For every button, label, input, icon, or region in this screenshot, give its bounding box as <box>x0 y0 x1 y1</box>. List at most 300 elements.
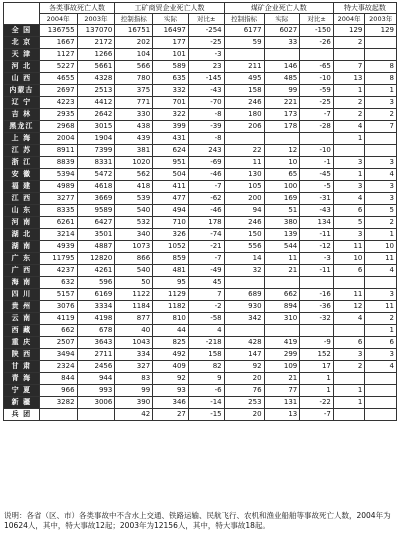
value-cell: -7 <box>300 109 334 121</box>
table-row <box>4 25 397 37</box>
value-cell: 4412 <box>77 97 115 109</box>
value-cell: 1 <box>365 229 397 241</box>
value-cell: 3015 <box>77 121 115 133</box>
value-cell: 147 <box>224 349 264 361</box>
value-cell: 173 <box>264 109 300 121</box>
value-cell: 50 <box>115 277 153 289</box>
region-cell: 重 庆 <box>4 337 40 349</box>
region-cell: 辽 宁 <box>4 97 40 109</box>
value-cell: 94 <box>224 205 264 217</box>
value-cell: 381 <box>115 145 153 157</box>
value-cell: 2 <box>365 313 397 325</box>
value-cell: 5394 <box>39 169 77 181</box>
value-cell: 14 <box>224 253 264 265</box>
value-cell: 481 <box>153 265 189 277</box>
value-cell <box>300 49 334 61</box>
value-cell <box>300 133 334 145</box>
value-cell: 10 <box>333 253 365 265</box>
value-cell: -5 <box>300 181 334 193</box>
value-cell: 4939 <box>39 241 77 253</box>
value-cell: 342 <box>224 313 264 325</box>
table-row <box>4 109 397 121</box>
value-cell: -10 <box>300 145 334 157</box>
value-cell: 152 <box>300 349 334 361</box>
value-cell: -25 <box>188 37 224 49</box>
value-cell <box>264 49 300 61</box>
table-row <box>4 85 397 97</box>
column-header: 2004年 <box>39 14 77 25</box>
value-cell: 1127 <box>39 49 77 61</box>
value-cell: -3 <box>300 253 334 265</box>
value-cell: 492 <box>153 349 189 361</box>
value-cell: 3214 <box>39 229 77 241</box>
value-cell: 340 <box>115 229 153 241</box>
value-cell: 92 <box>153 373 189 385</box>
table-row <box>4 397 397 409</box>
value-cell: 1052 <box>153 241 189 253</box>
table-row <box>4 409 397 421</box>
value-cell: -21 <box>188 241 224 253</box>
value-cell: 419 <box>264 337 300 349</box>
value-cell: 4 <box>188 325 224 337</box>
value-cell: 10 <box>365 241 397 253</box>
value-cell: -39 <box>188 121 224 133</box>
value-cell: 21 <box>264 265 300 277</box>
value-cell: 10 <box>264 157 300 169</box>
value-cell: -36 <box>300 301 334 313</box>
table-row <box>4 205 397 217</box>
value-cell: 130 <box>224 169 264 181</box>
value-cell: 310 <box>264 313 300 325</box>
region-cell: 广 东 <box>4 253 40 265</box>
table-row <box>4 241 397 253</box>
value-cell: 246 <box>224 217 264 229</box>
value-cell: 540 <box>115 205 153 217</box>
column-header: 对比± <box>188 14 224 25</box>
value-cell: 334 <box>115 349 153 361</box>
region-cell: 吉 林 <box>4 109 40 121</box>
value-cell: 200 <box>224 193 264 205</box>
value-cell <box>300 277 334 289</box>
region-cell: 山 东 <box>4 205 40 217</box>
value-cell: 3 <box>365 349 397 361</box>
value-cell: 1 <box>365 85 397 97</box>
value-cell: -26 <box>300 37 334 49</box>
table-row <box>4 277 397 289</box>
table-row <box>4 373 397 385</box>
value-cell: -22 <box>300 397 334 409</box>
value-cell: 4 <box>333 313 365 325</box>
value-cell: -58 <box>188 313 224 325</box>
region-cell: 北 京 <box>4 37 40 49</box>
value-cell: 993 <box>77 385 115 397</box>
value-cell: 99 <box>115 385 153 397</box>
table-row <box>4 349 397 361</box>
value-cell: 3 <box>333 181 365 193</box>
value-cell: 3 <box>333 157 365 169</box>
value-cell: -70 <box>188 97 224 109</box>
value-cell: 178 <box>264 121 300 133</box>
value-cell <box>333 325 365 337</box>
value-cell: 3 <box>365 193 397 205</box>
value-cell: 7 <box>188 289 224 301</box>
value-cell: 411 <box>153 181 189 193</box>
region-cell: 上 海 <box>4 133 40 145</box>
value-cell: 59 <box>224 37 264 49</box>
value-cell: 877 <box>115 313 153 325</box>
value-cell: 566 <box>115 61 153 73</box>
value-cell: 635 <box>153 73 189 85</box>
region-cell: 宁 夏 <box>4 385 40 397</box>
value-cell: 3 <box>365 289 397 301</box>
value-cell: 1904 <box>77 133 115 145</box>
value-cell <box>333 409 365 421</box>
value-cell: 3 <box>333 229 365 241</box>
column-header: 2003年 <box>365 14 397 25</box>
value-cell: 8331 <box>77 157 115 169</box>
value-cell: 4237 <box>39 265 77 277</box>
value-cell: 82 <box>188 361 224 373</box>
region-cell: 浙 江 <box>4 157 40 169</box>
column-header: 实际 <box>264 14 300 25</box>
table-row <box>4 253 397 265</box>
value-cell: -25 <box>300 97 334 109</box>
value-cell: 109 <box>264 361 300 373</box>
region-cell: 四 川 <box>4 289 40 301</box>
value-cell: 99 <box>264 85 300 97</box>
table-row <box>4 133 397 145</box>
value-cell: 439 <box>115 133 153 145</box>
value-cell: -28 <box>300 121 334 133</box>
value-cell: 2004 <box>39 133 77 145</box>
value-cell: 1073 <box>115 241 153 253</box>
value-cell: -6 <box>188 385 224 397</box>
value-cell: 504 <box>153 169 189 181</box>
region-cell: 贵 州 <box>4 301 40 313</box>
table-row <box>4 169 397 181</box>
value-cell: -14 <box>188 397 224 409</box>
value-cell: 485 <box>264 73 300 85</box>
value-cell: 7 <box>365 121 397 133</box>
value-cell <box>224 49 264 61</box>
value-cell: 3 <box>365 157 397 169</box>
value-cell: 2697 <box>39 85 77 97</box>
value-cell: 83 <box>115 373 153 385</box>
value-cell: 2 <box>365 109 397 121</box>
region-cell: 云 南 <box>4 313 40 325</box>
value-cell <box>39 409 77 421</box>
value-cell: -45 <box>300 169 334 181</box>
table-row <box>4 265 397 277</box>
value-cell: 100 <box>264 181 300 193</box>
value-cell: 4618 <box>77 181 115 193</box>
region-cell: 河 北 <box>4 61 40 73</box>
region-cell: 天 津 <box>4 49 40 61</box>
value-cell: 8911 <box>39 145 77 157</box>
value-cell <box>264 325 300 337</box>
value-cell: 45 <box>188 277 224 289</box>
value-cell: 624 <box>153 145 189 157</box>
column-header: 2004年 <box>333 14 365 25</box>
value-cell: 1 <box>333 133 365 145</box>
value-cell: 9589 <box>77 205 115 217</box>
value-cell: 330 <box>115 109 153 121</box>
value-cell: 11 <box>224 157 264 169</box>
value-cell: 4 <box>365 361 397 373</box>
value-cell: 22 <box>224 145 264 157</box>
value-cell: 20 <box>224 373 264 385</box>
value-cell: 3006 <box>77 397 115 409</box>
table-row <box>4 97 397 109</box>
value-cell: 129 <box>333 25 365 37</box>
value-cell: -3 <box>188 49 224 61</box>
value-cell <box>333 49 365 61</box>
value-cell: 33 <box>264 37 300 49</box>
value-cell: -62 <box>188 193 224 205</box>
value-cell: 7399 <box>77 145 115 157</box>
value-cell: 6 <box>333 205 365 217</box>
header-group: 煤矿企业死亡人数 <box>224 3 333 14</box>
value-cell <box>300 325 334 337</box>
value-cell: 2 <box>333 361 365 373</box>
value-cell: 11 <box>264 253 300 265</box>
value-cell <box>365 133 397 145</box>
value-cell: 12820 <box>77 253 115 265</box>
region-cell: 湖 南 <box>4 241 40 253</box>
table-row <box>4 301 397 313</box>
value-cell: 3643 <box>77 337 115 349</box>
value-cell: 894 <box>264 301 300 313</box>
value-cell: 4328 <box>77 73 115 85</box>
value-cell: 844 <box>39 373 77 385</box>
value-cell: -9 <box>300 337 334 349</box>
value-cell: 65 <box>264 169 300 181</box>
table-row <box>4 49 397 61</box>
value-cell: 632 <box>39 277 77 289</box>
value-cell: -10 <box>300 73 334 85</box>
table-row <box>4 361 397 373</box>
value-cell: 3277 <box>39 193 77 205</box>
value-cell: 137070 <box>77 25 115 37</box>
table-row <box>4 73 397 85</box>
table-header <box>4 3 397 25</box>
value-cell: 6169 <box>77 289 115 301</box>
value-cell: 375 <box>115 85 153 97</box>
value-cell: -11 <box>300 229 334 241</box>
value-cell: -59 <box>300 85 334 97</box>
value-cell: 243 <box>188 145 224 157</box>
header-group: 特大事故起数 <box>333 3 396 14</box>
value-cell: 1667 <box>39 37 77 49</box>
value-cell: 6177 <box>224 25 264 37</box>
value-cell: 211 <box>224 61 264 73</box>
value-cell: 544 <box>264 241 300 253</box>
value-cell: 11795 <box>39 253 77 265</box>
value-cell: 1 <box>333 397 365 409</box>
value-cell: 6261 <box>39 217 77 229</box>
value-cell: 8 <box>365 61 397 73</box>
value-cell: 596 <box>77 277 115 289</box>
value-cell <box>365 37 397 49</box>
value-cell: 2 <box>333 109 365 121</box>
value-cell: 771 <box>115 97 153 109</box>
value-cell: 13 <box>333 73 365 85</box>
value-cell: 3076 <box>39 301 77 313</box>
value-cell: 4887 <box>77 241 115 253</box>
value-cell: -32 <box>300 313 334 325</box>
value-cell: 1184 <box>115 301 153 313</box>
value-cell: 11 <box>333 289 365 301</box>
region-cell: 江 苏 <box>4 145 40 157</box>
value-cell: 44 <box>153 325 189 337</box>
value-cell: -8 <box>188 133 224 145</box>
value-cell: 2968 <box>39 121 77 133</box>
value-cell: 2172 <box>77 37 115 49</box>
table-row <box>4 145 397 157</box>
region-cell: 青 海 <box>4 373 40 385</box>
table-row <box>4 37 397 49</box>
value-cell: 1129 <box>153 289 189 301</box>
value-cell: 8839 <box>39 157 77 169</box>
value-cell: 689 <box>224 289 264 301</box>
statistics-table <box>3 2 397 421</box>
region-cell: 安 徽 <box>4 169 40 181</box>
value-cell: 158 <box>224 85 264 97</box>
table-row <box>4 181 397 193</box>
column-header: 实际 <box>153 14 189 25</box>
value-cell: 11 <box>333 241 365 253</box>
value-cell <box>224 133 264 145</box>
value-cell: 3669 <box>77 193 115 205</box>
value-cell <box>365 385 397 397</box>
value-cell: 4655 <box>39 73 77 85</box>
value-cell: 16497 <box>153 25 189 37</box>
column-header: 对比± <box>300 14 334 25</box>
value-cell: 104 <box>115 49 153 61</box>
value-cell <box>264 133 300 145</box>
value-cell: -49 <box>188 265 224 277</box>
value-cell: 399 <box>153 121 189 133</box>
region-cell: 福 建 <box>4 181 40 193</box>
value-cell: -65 <box>300 61 334 73</box>
value-cell: 11 <box>365 253 397 265</box>
value-cell: 326 <box>153 229 189 241</box>
value-cell: 2 <box>333 37 365 49</box>
value-cell: 2513 <box>77 85 115 97</box>
region-cell: 全 国 <box>4 25 40 37</box>
value-cell: 1266 <box>77 49 115 61</box>
value-cell: 3501 <box>77 229 115 241</box>
value-cell: 930 <box>224 301 264 313</box>
value-cell: 11 <box>365 301 397 313</box>
value-cell <box>264 277 300 289</box>
value-cell: 390 <box>115 397 153 409</box>
value-cell <box>333 373 365 385</box>
value-cell: 866 <box>115 253 153 265</box>
region-cell: 西 藏 <box>4 325 40 337</box>
value-cell: 4989 <box>39 181 77 193</box>
value-cell: 1 <box>333 169 365 181</box>
value-cell: 494 <box>153 205 189 217</box>
region-cell: 河 南 <box>4 217 40 229</box>
value-cell: 6 <box>333 265 365 277</box>
value-cell: -43 <box>188 85 224 97</box>
value-cell: 327 <box>115 361 153 373</box>
value-cell <box>365 397 397 409</box>
value-cell: 8 <box>365 73 397 85</box>
value-cell: -43 <box>300 205 334 217</box>
table-row <box>4 289 397 301</box>
value-cell: 6 <box>333 337 365 349</box>
value-cell: 4 <box>365 169 397 181</box>
value-cell: 6027 <box>264 25 300 37</box>
value-cell: 4 <box>365 265 397 277</box>
value-cell: 6427 <box>77 217 115 229</box>
value-cell <box>365 373 397 385</box>
value-cell: 2324 <box>39 361 77 373</box>
value-cell: 76 <box>224 385 264 397</box>
value-cell: 1 <box>333 385 365 397</box>
value-cell: 539 <box>115 193 153 205</box>
value-cell: 134 <box>300 217 334 229</box>
value-cell: -69 <box>188 157 224 169</box>
value-cell: 5227 <box>39 61 77 73</box>
value-cell: 105 <box>224 181 264 193</box>
column-header: 控制指标 <box>115 14 153 25</box>
value-cell: -218 <box>188 337 224 349</box>
value-cell: 101 <box>153 49 189 61</box>
value-cell: -7 <box>188 253 224 265</box>
value-cell: 431 <box>153 133 189 145</box>
table-row <box>4 157 397 169</box>
table-row <box>4 61 397 73</box>
value-cell: 2642 <box>77 109 115 121</box>
value-cell <box>365 49 397 61</box>
value-cell: 540 <box>115 265 153 277</box>
value-cell: -1 <box>300 157 334 169</box>
value-cell: 3282 <box>39 397 77 409</box>
value-cell: 1 <box>300 385 334 397</box>
value-cell <box>365 409 397 421</box>
region-cell: 兵 团 <box>4 409 40 421</box>
value-cell: 3494 <box>39 349 77 361</box>
value-cell: 532 <box>115 217 153 229</box>
value-cell: 428 <box>224 337 264 349</box>
value-cell: 346 <box>153 397 189 409</box>
value-cell: 322 <box>153 109 189 121</box>
value-cell: 299 <box>264 349 300 361</box>
value-cell: 3 <box>365 181 397 193</box>
value-cell: 23 <box>188 61 224 73</box>
value-cell: -7 <box>188 181 224 193</box>
table-row <box>4 385 397 397</box>
region-cell: 新 疆 <box>4 397 40 409</box>
value-cell <box>224 277 264 289</box>
region-cell: 江 西 <box>4 193 40 205</box>
value-cell: 2 <box>365 217 397 229</box>
value-cell: 678 <box>77 325 115 337</box>
value-cell: 859 <box>153 253 189 265</box>
value-cell: 20 <box>224 409 264 421</box>
value-cell: 1122 <box>115 289 153 301</box>
value-cell: 12 <box>264 145 300 157</box>
value-cell: 246 <box>224 97 264 109</box>
value-cell: -8 <box>188 109 224 121</box>
value-cell: 178 <box>188 217 224 229</box>
value-cell: 139 <box>264 229 300 241</box>
value-cell: 562 <box>115 169 153 181</box>
region-cell: 湖 北 <box>4 229 40 241</box>
